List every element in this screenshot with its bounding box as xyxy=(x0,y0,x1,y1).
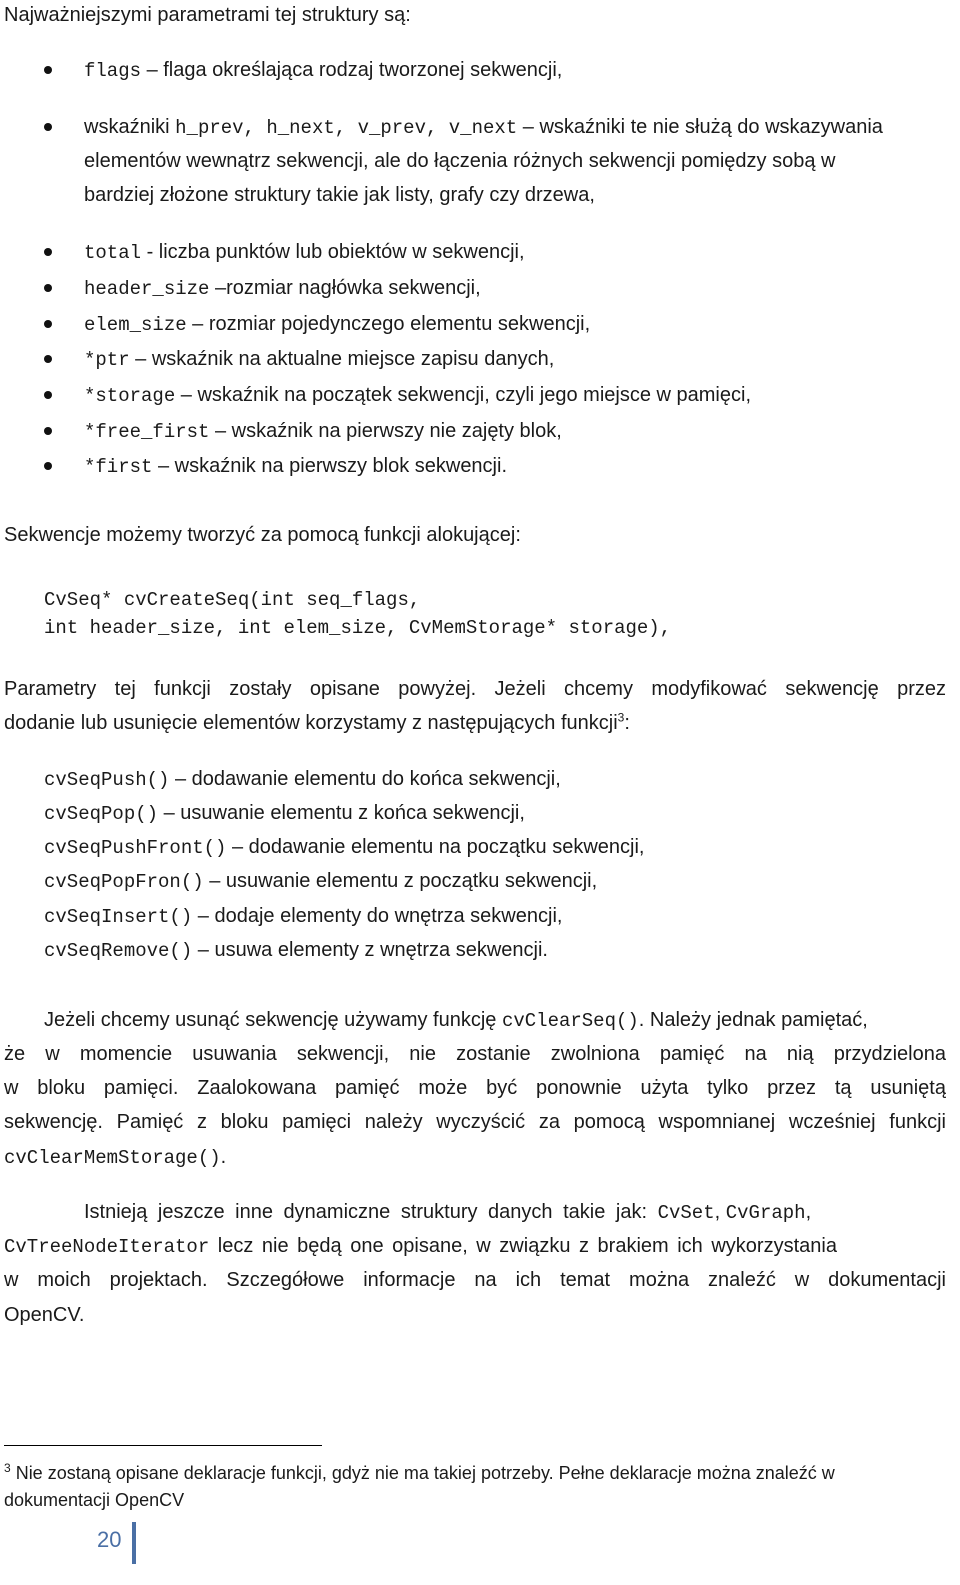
pointers-line-3: bardziej złożone struktury takie jak listy, grafy czy drzewa, xyxy=(84,184,595,206)
clear-code: cvClearSeq() xyxy=(501,1010,639,1032)
clear-storage-code: cvClearMemStorage() xyxy=(4,1147,221,1169)
bullet xyxy=(44,123,52,131)
clear-tail: . Należy jednak pamiętać, xyxy=(638,1009,868,1031)
paragraph-other-line-1 xyxy=(84,1199,811,1226)
paragraph-modify-line-1: Parametry tej funkcji zostały opisane powyżej. Jeżeli chcemy modyfikować sekwencję przez xyxy=(4,678,946,700)
pointers-prefix: wskaźniki xyxy=(84,116,176,138)
code-line: int header_size, int elem_size, CvMemStorage* storage), xyxy=(44,617,672,639)
function-item xyxy=(44,800,525,827)
footnote-separator xyxy=(4,1445,322,1446)
bullet xyxy=(44,320,52,328)
footnote-text: Nie zostaną opisane deklaracje funkcji, gdyż nie ma takiej potrzeby. Pełne deklaracje można znaleźć w xyxy=(10,1463,835,1483)
footnote-line-2: dokumentacji OpenCV xyxy=(4,1490,185,1510)
paragraph-clear-line-5 xyxy=(4,1144,226,1171)
list-item xyxy=(84,418,562,445)
other-code-cvgraph: CvGraph xyxy=(725,1202,806,1224)
params-intro: Najważniejszymi parametrami tej struktury są: xyxy=(4,4,411,26)
list-item xyxy=(84,57,562,84)
function-code: cvSeqPush() xyxy=(44,769,170,791)
other-code-cvset: CvSet xyxy=(657,1202,715,1224)
param-desc: – wskaźnik na aktualne miejsce zapisu danych, xyxy=(129,348,555,370)
pointers-desc: – wskaźniki te nie służą do wskazywania xyxy=(517,116,883,138)
clear-storage-tail: . xyxy=(220,1146,227,1168)
modify-tail: : xyxy=(624,712,630,734)
param-code: *storage xyxy=(84,385,176,407)
bullet xyxy=(44,355,52,363)
param-code: *free_first xyxy=(84,421,210,443)
param-desc: – rozmiar pojedynczego elementu sekwencji, xyxy=(186,313,591,335)
function-desc: – usuwanie elementu z początku sekwencji, xyxy=(203,870,598,892)
list-item xyxy=(84,346,554,373)
bullet xyxy=(44,427,52,435)
other-code-iterator: CvTreeNodeIterator xyxy=(4,1236,210,1258)
page-number: 20 xyxy=(97,1527,122,1552)
function-desc: – dodawanie elementu na początku sekwencji, xyxy=(226,836,645,858)
paragraph-other-line-3: w moich projektach. Szczegółowe informacje na ich temat można znaleźć w dokumentacji xyxy=(4,1269,946,1291)
function-code: cvSeqRemove() xyxy=(44,940,193,962)
param-code: *first xyxy=(84,456,153,478)
paragraph-modify-line-2 xyxy=(4,710,630,736)
param-code: *ptr xyxy=(84,349,130,371)
footnote-line-1 xyxy=(4,1461,835,1485)
param-desc: – wskaźnik na początek sekwencji, czyli jego miejsce w pamięci, xyxy=(175,384,751,406)
bullet xyxy=(44,66,52,74)
paragraph-other-line-2 xyxy=(4,1233,946,1260)
other-text: Istnieją jeszcze inne dynamiczne struktury danych takie jak: xyxy=(84,1201,658,1223)
function-item xyxy=(44,766,561,793)
list-item xyxy=(84,311,590,338)
bullet xyxy=(44,462,52,470)
param-desc: – wskaźnik na pierwszy blok sekwencji. xyxy=(152,455,508,477)
param-code: header_size xyxy=(84,278,210,300)
list-item xyxy=(84,275,481,302)
paragraph-clear-line-3: w bloku pamięci. Zaalokowana pamięć może być ponownie użyta tylko przez tą usuniętą xyxy=(4,1077,946,1099)
footnote-mark: 3 xyxy=(4,1461,11,1475)
function-desc: – usuwanie elementu z końca sekwencji, xyxy=(158,802,525,824)
bullet xyxy=(44,284,52,292)
other-tail: , xyxy=(805,1201,812,1223)
pointers-code: h_prev, h_next, v_prev, v_next xyxy=(175,117,518,139)
other-text-2: lecz nie będą one opisane, w związku z brakiem ich wykorzystania xyxy=(209,1235,837,1257)
function-desc: – dodawanie elementu do końca sekwencji, xyxy=(169,768,561,790)
param-code: flags xyxy=(84,60,142,82)
param-code: total xyxy=(84,242,142,264)
param-desc: – flaga określająca rodzaj tworzonej sekwencji, xyxy=(141,59,563,81)
code-line: CvSeq* cvCreateSeq(int seq_flags, xyxy=(44,589,421,611)
list-item-pointers xyxy=(84,114,946,141)
function-code: cvSeqPopFron() xyxy=(44,871,204,893)
function-desc: – usuwa elementy z wnętrza sekwencji. xyxy=(192,939,548,961)
function-item xyxy=(44,834,644,861)
clear-text: Jeżeli chcemy usunąć sekwencję używamy funkcję xyxy=(44,1009,502,1031)
page-number-bar xyxy=(132,1522,136,1564)
create-intro: Sekwencje możemy tworzyć za pomocą funkcji alokującej: xyxy=(4,524,521,546)
pointers-line-2: elementów wewnątrz sekwencji, ale do łączenia różnych sekwencji pomiędzy sobą w xyxy=(84,150,836,172)
paragraph-other-line-4: OpenCV. xyxy=(4,1304,85,1326)
paragraph-clear-line-1 xyxy=(44,1007,946,1034)
param-desc: – wskaźnik na pierwszy nie zajęty blok, xyxy=(209,420,562,442)
bullet xyxy=(44,391,52,399)
param-desc: –rozmiar nagłówka sekwencji, xyxy=(209,277,481,299)
other-sep: , xyxy=(714,1201,726,1223)
param-desc: - liczba punktów lub obiektów w sekwencji, xyxy=(141,241,525,263)
function-item xyxy=(44,868,597,895)
paragraph-clear-line-4: sekwencję. Pamięć z bloku pamięci należy wyczyścić za pomocą wspomnianej wcześniej funkcji xyxy=(4,1111,946,1133)
function-item xyxy=(44,937,548,964)
footnote-ref: 3 xyxy=(617,710,625,725)
param-code: elem_size xyxy=(84,314,187,336)
function-item xyxy=(44,903,562,930)
list-item xyxy=(84,239,525,266)
bullet xyxy=(44,248,52,256)
function-code: cvSeqPop() xyxy=(44,803,159,825)
function-desc: – dodaje elementy do wnętrza sekwencji, xyxy=(192,905,563,927)
function-code: cvSeqPushFront() xyxy=(44,837,227,859)
function-code: cvSeqInsert() xyxy=(44,906,193,928)
modify-text: dodanie lub usunięcie elementów korzystamy z następujących funkcji xyxy=(4,712,618,734)
paragraph-clear-line-2: że w momencie usuwania sekwencji, nie zostanie zwolniona pamięć na nią przydzielona xyxy=(4,1043,946,1065)
list-item xyxy=(84,453,507,480)
list-item xyxy=(84,382,751,409)
